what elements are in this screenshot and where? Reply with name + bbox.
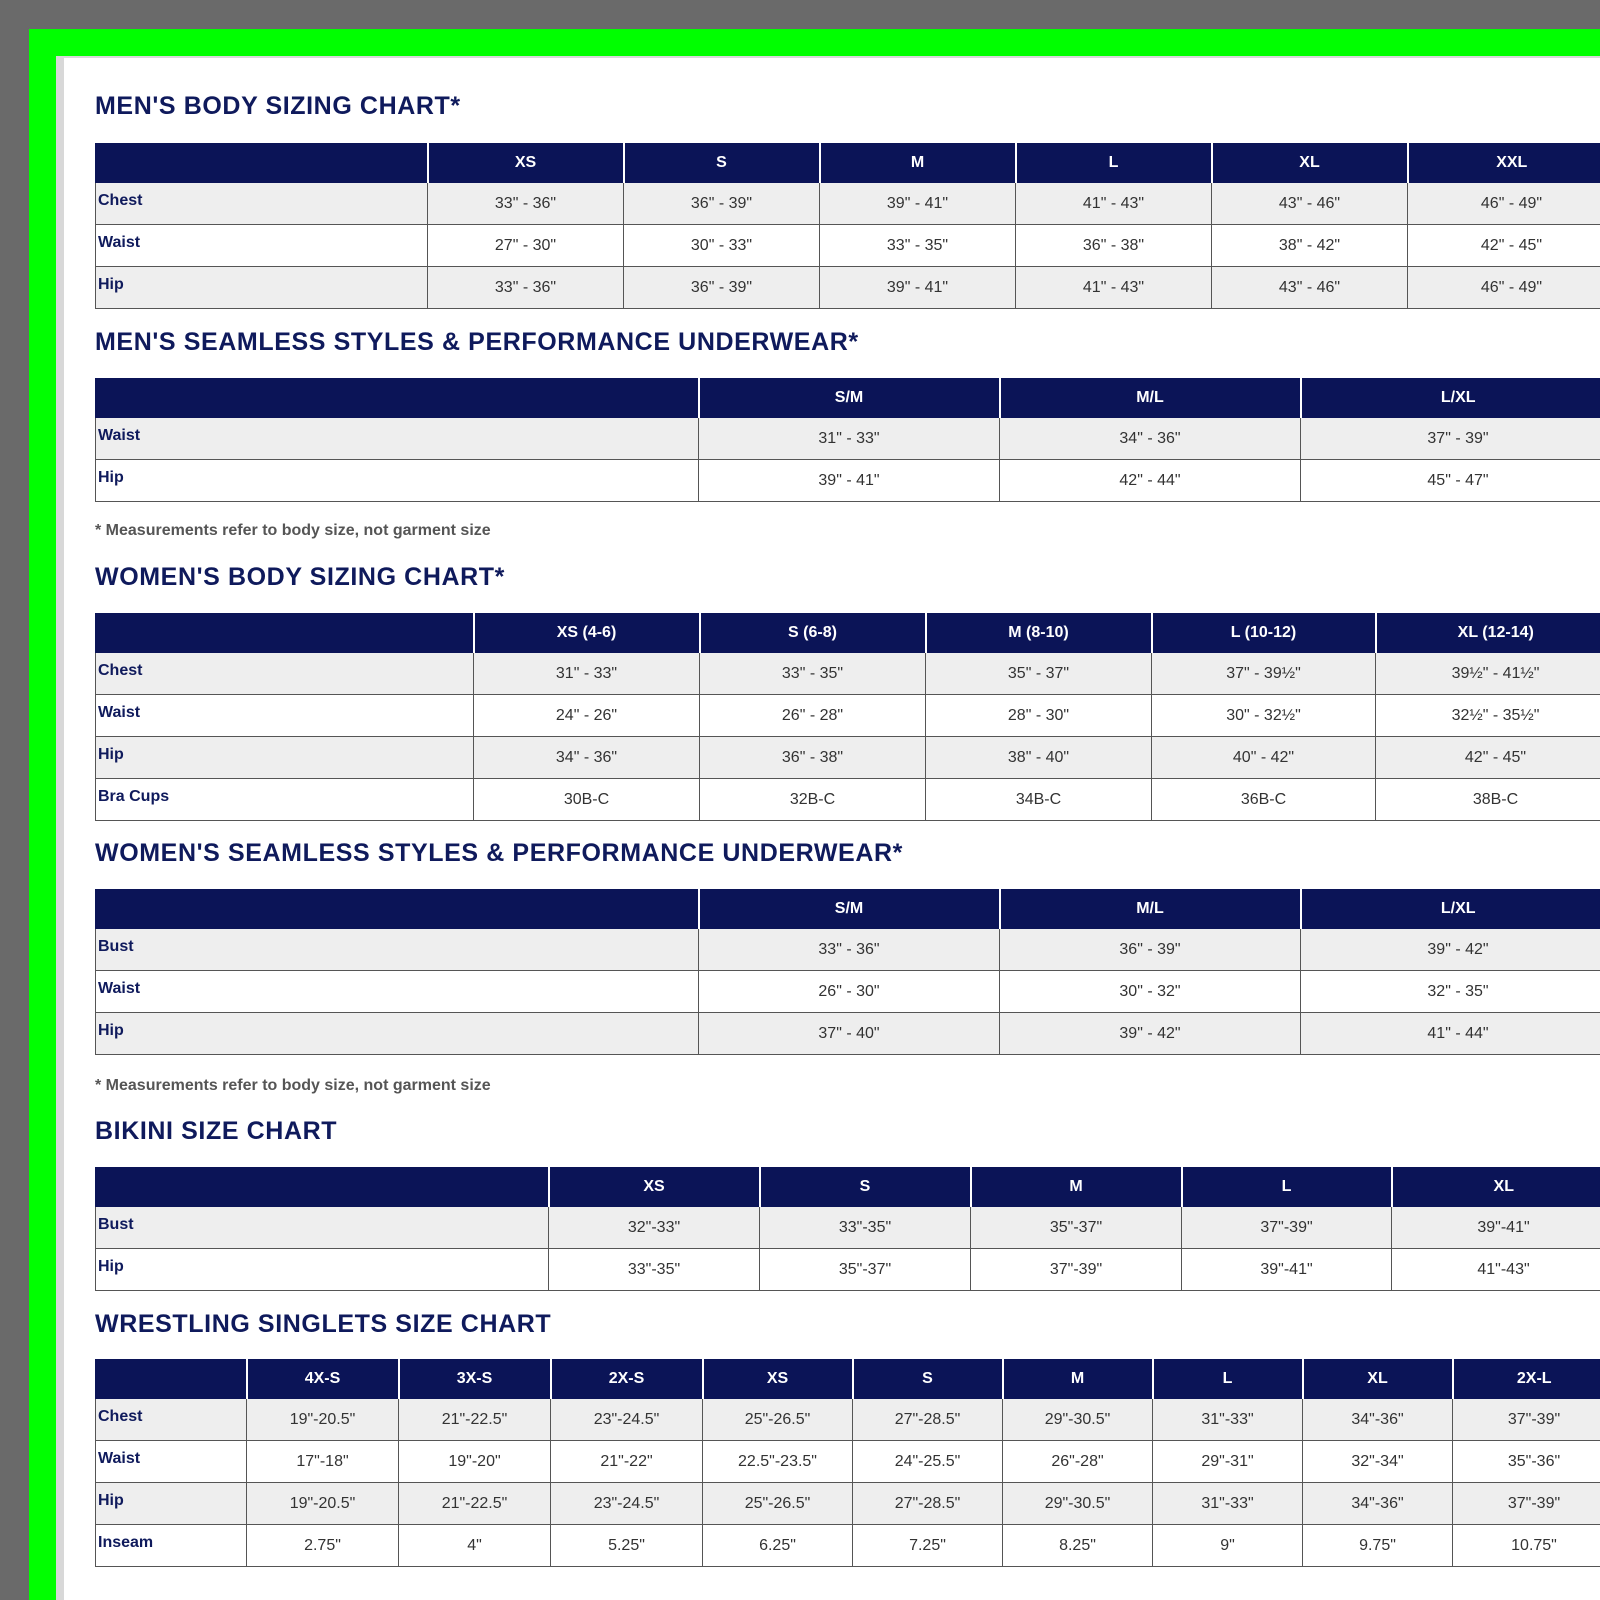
- row-label: Chest: [96, 183, 428, 225]
- size-header: S/M: [699, 890, 1000, 929]
- row-label: Waist: [96, 1441, 247, 1483]
- measurement-cell: 35"-37": [971, 1207, 1182, 1249]
- table-row: [96, 779, 1600, 821]
- size-header: S/M: [699, 379, 1000, 418]
- measurement-cell: 46" - 49": [1408, 267, 1600, 309]
- size-header: M: [971, 1168, 1182, 1207]
- measurement-cell: 41" - 43": [1016, 267, 1212, 309]
- header-blank-cell: [96, 890, 699, 929]
- measurement-cell: 29"-30.5": [1003, 1399, 1153, 1441]
- header-blank-cell: [96, 379, 699, 418]
- measurement-cell: 17"-18": [247, 1441, 399, 1483]
- measurement-cell: 37"-39": [1182, 1207, 1392, 1249]
- measurement-cell: 21"-22": [551, 1441, 703, 1483]
- measurement-cell: 19"-20.5": [247, 1399, 399, 1441]
- measurement-cell: 33" - 36": [699, 929, 1000, 971]
- table-row: [96, 418, 1600, 460]
- measurement-cell: 26" - 30": [699, 971, 1000, 1013]
- measurement-cell: 39" - 41": [820, 183, 1016, 225]
- size-header: L: [1016, 144, 1212, 183]
- mens-measurement-note: * Measurements refer to body size, not garment size: [95, 522, 491, 539]
- measurement-cell: 9": [1153, 1525, 1303, 1567]
- measurement-cell: 30" - 32": [1000, 971, 1301, 1013]
- measurement-cell: 33"-35": [549, 1249, 760, 1291]
- size-header: XXL: [1408, 144, 1600, 183]
- measurement-cell: 34" - 36": [1000, 418, 1301, 460]
- size-header: XL: [1392, 1168, 1600, 1207]
- measurement-cell: 39"-41": [1182, 1249, 1392, 1291]
- measurement-cell: 8.25": [1003, 1525, 1153, 1567]
- header-row: [96, 614, 1600, 653]
- size-header: S (6-8): [700, 614, 926, 653]
- measurement-cell: 36" - 38": [1016, 225, 1212, 267]
- measurement-cell: 33" - 36": [428, 183, 624, 225]
- row-label: Bust: [96, 929, 699, 971]
- womens-seamless-table: [95, 889, 1600, 1055]
- measurement-cell: 24"-25.5": [853, 1441, 1003, 1483]
- measurement-cell: 42" - 45": [1408, 225, 1600, 267]
- measurement-cell: 31"-33": [1153, 1399, 1303, 1441]
- row-label: Bust: [96, 1207, 549, 1249]
- measurement-cell: 32" - 35": [1301, 971, 1600, 1013]
- row-label: Hip: [96, 1483, 247, 1525]
- measurement-cell: 37"-39": [1453, 1399, 1600, 1441]
- measurement-cell: 33"-35": [760, 1207, 971, 1249]
- measurement-cell: 40" - 42": [1152, 737, 1376, 779]
- table-row: [96, 1399, 1600, 1441]
- table-row: [96, 1441, 1600, 1483]
- measurement-cell: 38B-C: [1376, 779, 1600, 821]
- measurement-cell: 31"-33": [1153, 1483, 1303, 1525]
- measurement-cell: 30" - 32½": [1152, 695, 1376, 737]
- measurement-cell: 10.75": [1453, 1525, 1600, 1567]
- size-header: M/L: [1000, 890, 1301, 929]
- measurement-cell: 42" - 44": [1000, 460, 1301, 502]
- measurement-cell: 27"-28.5": [853, 1483, 1003, 1525]
- table-row: [96, 183, 1600, 225]
- measurement-cell: 42" - 45": [1376, 737, 1600, 779]
- measurement-cell: 37" - 40": [699, 1013, 1000, 1055]
- wrestling-table: [95, 1359, 1600, 1567]
- bikini-title: BIKINI SIZE CHART: [95, 1117, 338, 1145]
- measurement-cell: 30B-C: [474, 779, 700, 821]
- measurement-cell: 25"-26.5": [703, 1399, 853, 1441]
- size-header: 2X-L: [1453, 1360, 1600, 1399]
- row-label: Hip: [96, 267, 428, 309]
- measurement-cell: 29"-30.5": [1003, 1483, 1153, 1525]
- measurement-cell: 26" - 28": [700, 695, 926, 737]
- measurement-cell: 36" - 39": [624, 267, 820, 309]
- measurement-cell: 27"-28.5": [853, 1399, 1003, 1441]
- table-row: [96, 929, 1600, 971]
- table-row: [96, 1483, 1600, 1525]
- row-label: Waist: [96, 971, 699, 1013]
- header-blank-cell: [96, 1168, 549, 1207]
- size-header: L: [1153, 1360, 1303, 1399]
- measurement-cell: 28" - 30": [926, 695, 1152, 737]
- mens-body-table: [95, 143, 1600, 309]
- measurement-cell: 41" - 44": [1301, 1013, 1600, 1055]
- measurement-cell: 23"-24.5": [551, 1399, 703, 1441]
- size-header: S: [624, 144, 820, 183]
- measurement-cell: 45" - 47": [1301, 460, 1600, 502]
- measurement-cell: 35"-37": [760, 1249, 971, 1291]
- row-label: Chest: [96, 653, 474, 695]
- table-row: [96, 225, 1600, 267]
- womens-measurement-note: * Measurements refer to body size, not garment size: [95, 1077, 491, 1094]
- measurement-cell: 39" - 41": [699, 460, 1000, 502]
- measurement-cell: 34"-36": [1303, 1399, 1453, 1441]
- measurement-cell: 30" - 33": [624, 225, 820, 267]
- measurement-cell: 33" - 35": [820, 225, 1016, 267]
- size-header: 4X-S: [247, 1360, 399, 1399]
- measurement-cell: 7.25": [853, 1525, 1003, 1567]
- mens-seamless-title: MEN'S SEAMLESS STYLES & PERFORMANCE UNDERWEAR*: [95, 328, 859, 356]
- table-row: [96, 971, 1600, 1013]
- measurement-cell: 34B-C: [926, 779, 1152, 821]
- size-header: L: [1182, 1168, 1392, 1207]
- mens-seamless-table: [95, 378, 1600, 502]
- measurement-cell: 46" - 49": [1408, 183, 1600, 225]
- row-label: Hip: [96, 737, 474, 779]
- measurement-cell: 4": [399, 1525, 551, 1567]
- measurement-cell: 33" - 35": [700, 653, 926, 695]
- size-header: XS: [428, 144, 624, 183]
- table-row: [96, 737, 1600, 779]
- header-row: [96, 1168, 1600, 1207]
- measurement-cell: 32"-34": [1303, 1441, 1453, 1483]
- measurement-cell: 21"-22.5": [399, 1483, 551, 1525]
- measurement-cell: 24" - 26": [474, 695, 700, 737]
- measurement-cell: 32"-33": [549, 1207, 760, 1249]
- size-chart-page: [64, 58, 1600, 1600]
- table-row: [96, 653, 1600, 695]
- measurement-cell: 32B-C: [700, 779, 926, 821]
- measurement-cell: 33" - 36": [428, 267, 624, 309]
- wrestling-title: WRESTLING SINGLETS SIZE CHART: [95, 1310, 552, 1338]
- table-row: [96, 1013, 1600, 1055]
- table-row: [96, 1207, 1600, 1249]
- header-blank-cell: [96, 144, 428, 183]
- measurement-cell: 31" - 33": [699, 418, 1000, 460]
- measurement-cell: 21"-22.5": [399, 1399, 551, 1441]
- size-header: M: [820, 144, 1016, 183]
- measurement-cell: 27" - 30": [428, 225, 624, 267]
- measurement-cell: 43" - 46": [1212, 183, 1408, 225]
- measurement-cell: 39" - 42": [1000, 1013, 1301, 1055]
- measurement-cell: 37" - 39½": [1152, 653, 1376, 695]
- measurement-cell: 36B-C: [1152, 779, 1376, 821]
- measurement-cell: 29"-31": [1153, 1441, 1303, 1483]
- size-header: L/XL: [1301, 890, 1600, 929]
- size-header: XL: [1212, 144, 1408, 183]
- row-label: Waist: [96, 418, 699, 460]
- row-label: Hip: [96, 1249, 549, 1291]
- womens-body-title: WOMEN'S BODY SIZING CHART*: [95, 563, 505, 591]
- mens-body-title: MEN'S BODY SIZING CHART*: [95, 92, 461, 120]
- measurement-cell: 39" - 42": [1301, 929, 1600, 971]
- header-blank-cell: [96, 614, 474, 653]
- measurement-cell: 37"-39": [971, 1249, 1182, 1291]
- measurement-cell: 38" - 40": [926, 737, 1152, 779]
- measurement-cell: 41"-43": [1392, 1249, 1600, 1291]
- measurement-cell: 36" - 39": [1000, 929, 1301, 971]
- measurement-cell: 23"-24.5": [551, 1483, 703, 1525]
- row-label: Bra Cups: [96, 779, 474, 821]
- womens-body-table: [95, 613, 1600, 821]
- measurement-cell: 35" - 37": [926, 653, 1152, 695]
- measurement-cell: 41" - 43": [1016, 183, 1212, 225]
- size-header: XS (4-6): [474, 614, 700, 653]
- measurement-cell: 37" - 39": [1301, 418, 1600, 460]
- size-header: L (10-12): [1152, 614, 1376, 653]
- table-row: [96, 1525, 1600, 1567]
- table-row: [96, 267, 1600, 309]
- row-label: Inseam: [96, 1525, 247, 1567]
- measurement-cell: 6.25": [703, 1525, 853, 1567]
- womens-seamless-title: WOMEN'S SEAMLESS STYLES & PERFORMANCE UNDERWEAR*: [95, 839, 903, 867]
- measurement-cell: 25"-26.5": [703, 1483, 853, 1525]
- size-header: S: [760, 1168, 971, 1207]
- measurement-cell: 5.25": [551, 1525, 703, 1567]
- measurement-cell: 36" - 39": [624, 183, 820, 225]
- row-label: Waist: [96, 225, 428, 267]
- size-header: M/L: [1000, 379, 1301, 418]
- row-label: Hip: [96, 1013, 699, 1055]
- measurement-cell: 31" - 33": [474, 653, 700, 695]
- size-header: XS: [703, 1360, 853, 1399]
- header-blank-cell: [96, 1360, 247, 1399]
- measurement-cell: 19"-20": [399, 1441, 551, 1483]
- size-header: L/XL: [1301, 379, 1600, 418]
- row-label: Hip: [96, 460, 699, 502]
- header-row: [96, 379, 1600, 418]
- measurement-cell: 37"-39": [1453, 1483, 1600, 1525]
- table-row: [96, 460, 1600, 502]
- measurement-cell: 39" - 41": [820, 267, 1016, 309]
- table-row: [96, 1249, 1600, 1291]
- measurement-cell: 36" - 38": [700, 737, 926, 779]
- header-row: [96, 1360, 1600, 1399]
- measurement-cell: 34"-36": [1303, 1483, 1453, 1525]
- measurement-cell: 9.75": [1303, 1525, 1453, 1567]
- measurement-cell: 43" - 46": [1212, 267, 1408, 309]
- size-header: 2X-S: [551, 1360, 703, 1399]
- size-header: XL (12-14): [1376, 614, 1600, 653]
- measurement-cell: 35"-36": [1453, 1441, 1600, 1483]
- measurement-cell: 39½" - 41½": [1376, 653, 1600, 695]
- size-header: XS: [549, 1168, 760, 1207]
- measurement-cell: 19"-20.5": [247, 1483, 399, 1525]
- measurement-cell: 38" - 42": [1212, 225, 1408, 267]
- measurement-cell: 32½" - 35½": [1376, 695, 1600, 737]
- size-header: XL: [1303, 1360, 1453, 1399]
- measurement-cell: 22.5"-23.5": [703, 1441, 853, 1483]
- table-row: [96, 695, 1600, 737]
- size-header: M: [1003, 1360, 1153, 1399]
- size-header: 3X-S: [399, 1360, 551, 1399]
- header-row: [96, 144, 1600, 183]
- measurement-cell: 26"-28": [1003, 1441, 1153, 1483]
- measurement-cell: 2.75": [247, 1525, 399, 1567]
- size-header: S: [853, 1360, 1003, 1399]
- measurement-cell: 39"-41": [1392, 1207, 1600, 1249]
- size-header: M (8-10): [926, 614, 1152, 653]
- bikini-table: [95, 1167, 1600, 1291]
- row-label: Waist: [96, 695, 474, 737]
- measurement-cell: 34" - 36": [474, 737, 700, 779]
- row-label: Chest: [96, 1399, 247, 1441]
- header-row: [96, 890, 1600, 929]
